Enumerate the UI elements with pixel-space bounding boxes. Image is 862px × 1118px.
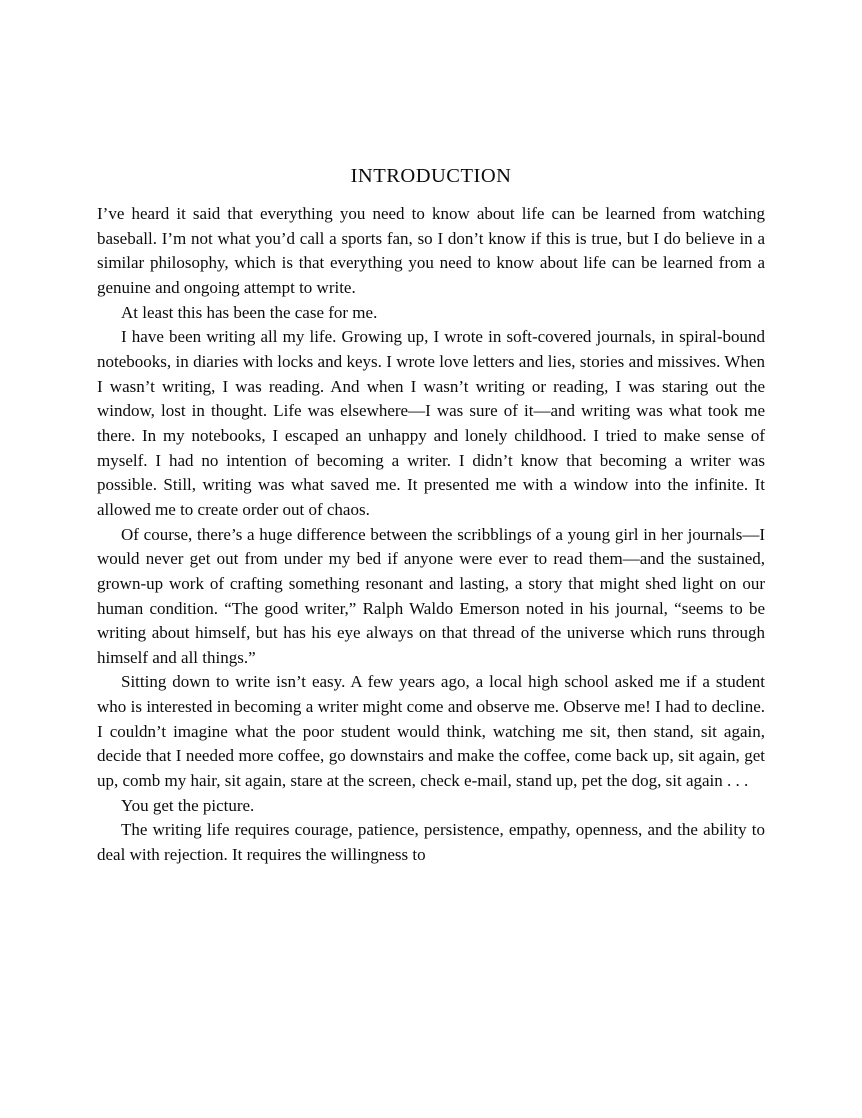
paragraph: I have been writing all my life. Growing up, I wrote in soft-covered journals, in spiral-bound notebooks, in diaries with locks and keys. I wrote love letters and lies, stories and missives. When I wasn’t writing, I was reading. And when I wasn’t writing or reading, I was staring out the window, lost in thought. Life was elsewhere—I was sure of it—and writing was what took me there. In my notebooks, I escaped an unhappy and lonely childhood. I tried to make sense of myself. I had no intention of becoming a writer. I didn’t know that becoming a writer was possible. Still, writing was what saved me. It presented me with a window into the infinite. It allowed me to create order out of chaos. <box>97 327 765 519</box>
paragraph: The writing life requires courage, patience, persistence, empathy, openness, and the ability to deal with rejection. It requires the willingness to <box>97 820 765 865</box>
page-content <box>97 163 765 868</box>
paragraph: I’ve heard it said that everything you need to know about life can be learned from watching baseball. I’m not what you’d call a sports fan, so I don’t know if this is true, but I do believe in a similar philosophy, which is that everything you need to know about life can be learned from a genuine and ongoing attempt to write. <box>97 204 765 297</box>
chapter-title: INTRODUCTION <box>350 165 512 187</box>
paragraph: At least this has been the case for me. <box>121 302 378 322</box>
paragraph: Sitting down to write isn’t easy. A few years ago, a local high school asked me if a student who is interested in becoming a writer might come and observe me. Observe me! I had to decline. I couldn’t imagine what the poor student would think, watching me sit, then stand, sit again, decide that I needed more coffee, go downstairs and make the coffee, come back up, sit again, get up, comb my hair, sit again, stare at the screen, check e-mail, stand up, pet the dog, sit again . . . <box>97 672 765 791</box>
paragraph: Of course, there’s a huge difference between the scribblings of a young girl in her journals—I would never get out from under my bed if anyone were ever to read them—and the sustained, grown-up work of crafting something resonant and lasting, a story that might shed light on our human condition. “The good writer,” Ralph Waldo Emerson noted in his journal, “seems to be writing about himself, but has his eye always on that thread of the universe which runs through himself and all things.” <box>97 524 765 667</box>
body-text <box>97 202 765 868</box>
paragraph: You get the picture. <box>121 795 255 815</box>
